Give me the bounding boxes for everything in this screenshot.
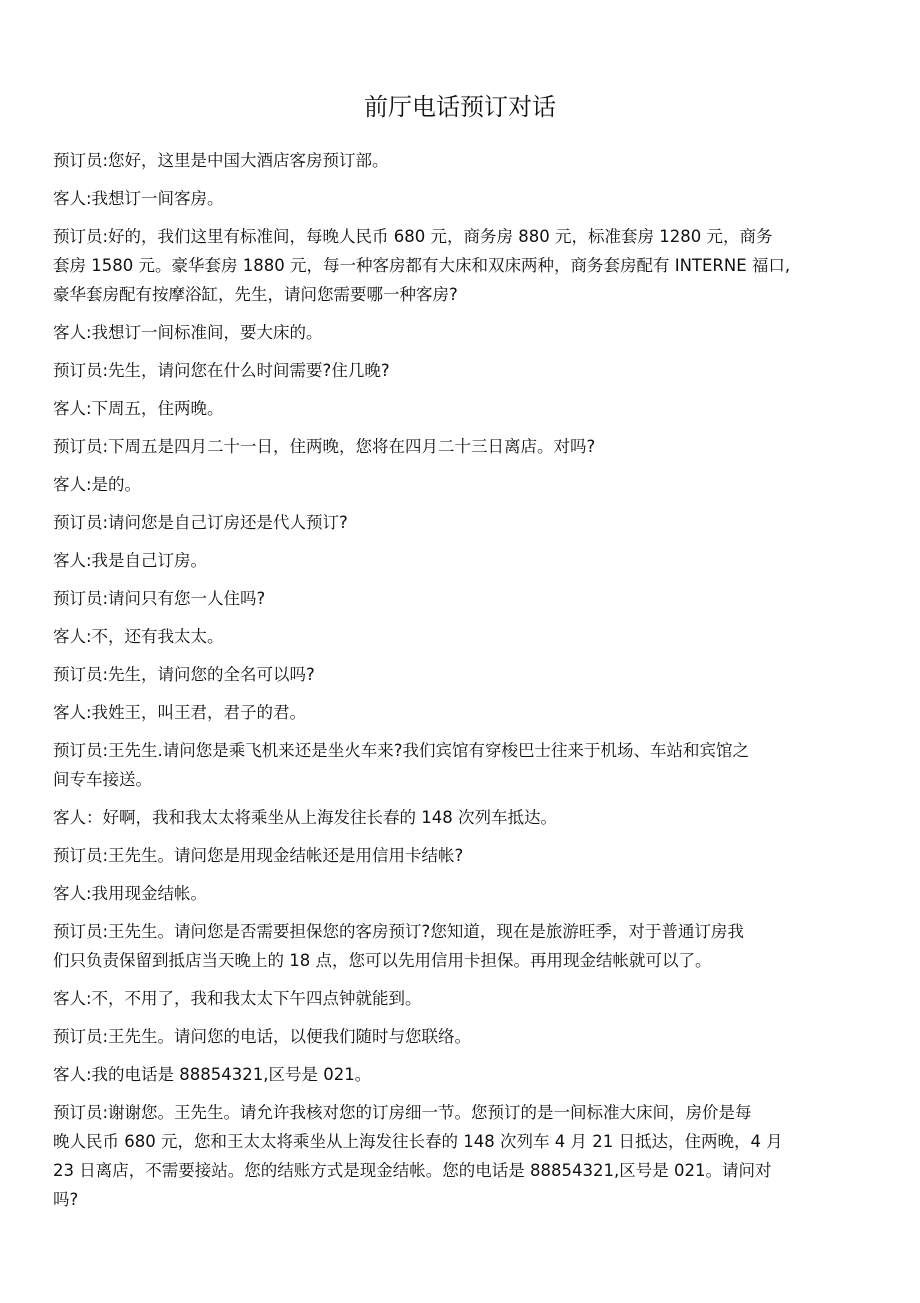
dialogue-line: 预订员:王先生.请问您是乘飞机来还是坐火车来?我们宾馆有穿梭巴士往来于机场、车站和宾馆之	[53, 741, 750, 760]
dialogue-line: 客人:不，不用了，我和我太太下午四点钟就能到。	[53, 989, 422, 1008]
dialogue-paragraph	[53, 546, 883, 575]
dialogue-line: 23 日离店，不需要接站。您的结账方式是现金结帐。您的电话是 88854321,区号是 021。请问对	[53, 1161, 772, 1180]
dialogue-paragraph	[53, 917, 883, 975]
dialogue-paragraph	[53, 318, 883, 347]
dialogue-paragraph	[53, 356, 883, 385]
dialogue-line: 客人:下周五，住两晚。	[53, 399, 224, 418]
dialogue-paragraph	[53, 841, 883, 870]
dialogue-paragraph	[53, 660, 883, 689]
dialogue-line: 豪华套房配有按摩浴缸，先生，请问您需要哪一种客房?	[53, 285, 458, 304]
dialogue-paragraph	[53, 222, 883, 309]
dialogue-line: 套房 1580 元。豪华套房 1880 元，每一种客房都有大床和双床两种，商务套房配有 INTERNE 福口,	[53, 256, 791, 275]
dialogue-paragraph	[53, 1098, 883, 1214]
dialogue-paragraph	[53, 584, 883, 613]
dialogue-paragraph	[53, 184, 883, 213]
dialogue-line: 预订员:您好，这里是中国大酒店客房预订部。	[53, 151, 389, 170]
dialogue-line: 客人:我姓王，叫王君，君子的君。	[53, 703, 307, 722]
dialogue-paragraph	[53, 698, 883, 727]
dialogue-line: 预订员:先生，请问您的全名可以吗?	[53, 665, 315, 684]
document-title: 前厅电话预订对话	[364, 93, 556, 121]
dialogue-line: 预订员:请问只有您一人住吗?	[53, 589, 266, 608]
dialogue-line: 预订员:先生，请问您在什么时间需要?住几晚?	[53, 361, 390, 380]
dialogue-line: 预订员:王先生。请问您是用现金结帐还是用信用卡结帐?	[53, 846, 464, 865]
dialogue-line: 客人:我的电话是 88854321,区号是 021。	[53, 1065, 372, 1084]
dialogue-line: 预订员:好的，我们这里有标准间，每晚人民币 680 元，商务房 880 元，标准套房 1280 元，商务	[53, 227, 773, 246]
dialogue-line: 预订员:王先生。请问您的电话，以便我们随时与您联络。	[53, 1027, 472, 1046]
dialogue-line: 吗?	[53, 1190, 79, 1209]
dialogue-paragraph	[53, 432, 883, 461]
dialogue-line: 客人:我想订一间客房。	[53, 189, 224, 208]
dialogue-paragraph	[53, 146, 883, 175]
dialogue-body	[53, 146, 883, 1223]
dialogue-paragraph	[53, 622, 883, 651]
dialogue-line: 预订员:请问您是自己订房还是代人预订?	[53, 513, 348, 532]
dialogue-paragraph	[53, 394, 883, 423]
dialogue-line: 晚人民币 680 元，您和王太太将乘坐从上海发往长春的 148 次列车 4 月 21 日抵达，住两晚，4 月	[53, 1132, 783, 1151]
dialogue-paragraph	[53, 1060, 883, 1089]
dialogue-line: 们只负责保留到抵店当天晚上的 18 点，您可以先用信用卡担保。再用现金结帐就可以了。	[53, 951, 712, 970]
dialogue-line: 预订员:下周五是四月二十一日，住两晚，您将在四月二十三日离店。对吗?	[53, 437, 596, 456]
dialogue-paragraph	[53, 803, 883, 832]
dialogue-line: 客人:不，还有我太太。	[53, 627, 224, 646]
dialogue-line: 预订员:谢谢您。王先生。请允许我核对您的订房细一节。您预订的是一间标准大床间，房价是每	[53, 1103, 752, 1122]
dialogue-line: 客人:我用现金结帐。	[53, 884, 208, 903]
dialogue-line: 客人:是的。	[53, 475, 142, 494]
dialogue-line: 预订员:王先生。请问您是否需要担保您的客房预订?您知道，现在是旅游旺季，对于普通订房我	[53, 922, 744, 941]
dialogue-paragraph	[53, 508, 883, 537]
dialogue-line: 客人：好啊，我和我太太将乘坐从上海发往长春的 148 次列车抵达。	[53, 808, 557, 827]
dialogue-paragraph	[53, 1022, 883, 1051]
dialogue-line: 客人:我是自己订房。	[53, 551, 208, 570]
dialogue-paragraph	[53, 736, 883, 794]
dialogue-line: 客人:我想订一间标准间，要大床的。	[53, 323, 323, 342]
dialogue-paragraph	[53, 984, 883, 1013]
dialogue-line: 间专车接送。	[53, 770, 152, 789]
dialogue-paragraph	[53, 879, 883, 908]
dialogue-paragraph	[53, 470, 883, 499]
